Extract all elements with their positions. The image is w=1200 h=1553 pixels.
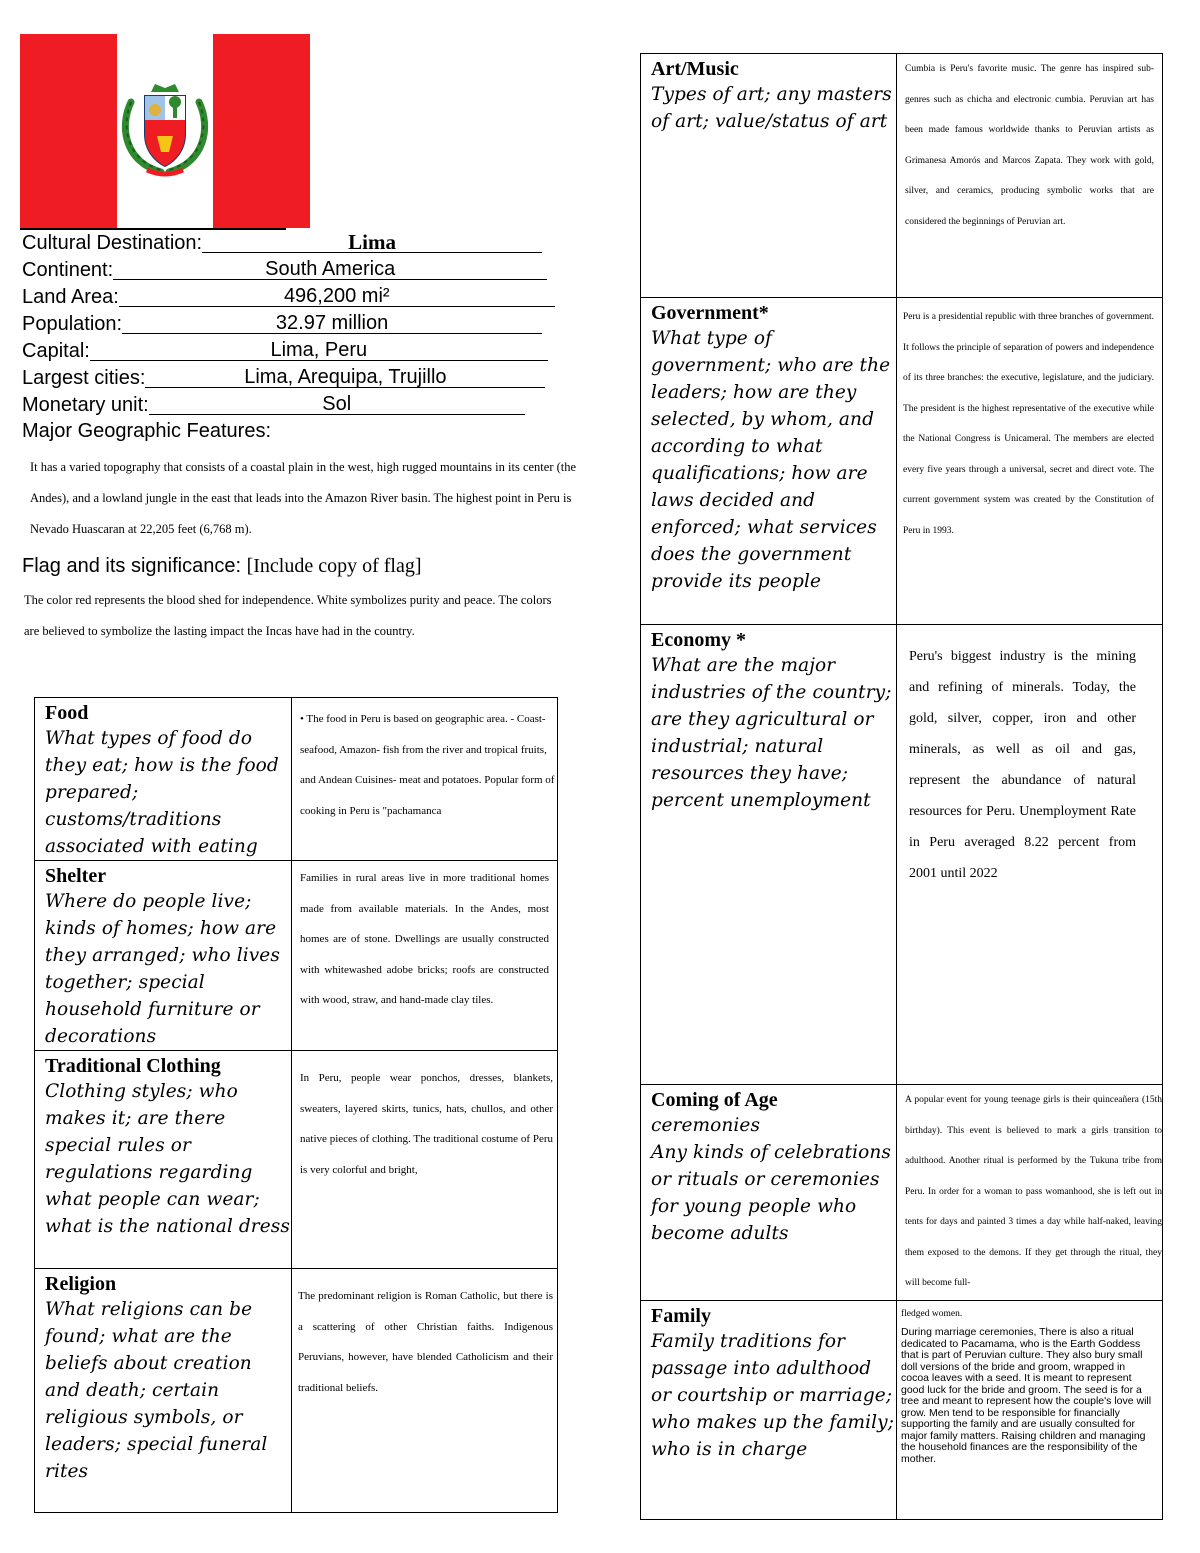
population-value: 32.97 million bbox=[122, 311, 542, 334]
coming-of-age-prompt: Any kinds of celebrations or rituals or ceremonies for young people who become adults bbox=[651, 1142, 892, 1244]
coming-of-age-title-italic: ceremonies bbox=[651, 1115, 761, 1136]
cultural-destination-label: Cultural Destination: bbox=[22, 232, 203, 254]
family-answer-lead: fledged women. bbox=[901, 1309, 963, 1319]
family-answer: During marriage ceremonies, There is also a ritual dedicated to Pacamama, who is the Earth Goddess that is part of Peruvian culture. They also bury small doll versions of the bride and groom, wrapped in cocoa leaves with a seed. It is meant to represent good luck for the bride and groom. The seed is for a tree and meant to represent how the couple's love will grow. Men tend to be responsible for financially supporting the family and are usually consulted for major family matters. Raising children and managing the household finances are the responsibility of the mother. bbox=[901, 1326, 1152, 1465]
monetary-unit-line bbox=[22, 392, 525, 419]
flag-heading-text: Flag and its significance: bbox=[22, 555, 242, 577]
family-title: Family bbox=[651, 1305, 711, 1327]
capital-line bbox=[22, 338, 548, 365]
art-prompt: Types of art; any masters of art; value/status of art bbox=[651, 84, 892, 132]
continent-value: South America bbox=[113, 257, 547, 280]
cultural-destination-line bbox=[22, 230, 542, 257]
clothing-answer: In Peru, people wear ponchos, dresses, blankets, sweaters, layered skirts, tunics, hats, chullos, and other native pieces of clothing. The traditional costume of Peru is very colorful and bright, bbox=[300, 1072, 553, 1176]
food-title: Food bbox=[45, 702, 89, 724]
clothing-prompt-cell bbox=[35, 1051, 292, 1269]
economy-title: Economy * bbox=[651, 629, 746, 651]
art-answer-cell bbox=[897, 54, 1163, 298]
religion-title: Religion bbox=[45, 1273, 117, 1295]
largest-cities-label: Largest cities: bbox=[22, 367, 146, 389]
largest-cities-value: Lima, Arequipa, Trujillo bbox=[145, 365, 545, 388]
table-row bbox=[35, 861, 558, 1051]
flag-red-stripe-left bbox=[20, 34, 117, 228]
monetary-unit-value: Sol bbox=[149, 392, 525, 415]
table-row bbox=[641, 1085, 1163, 1301]
family-prompt-cell bbox=[641, 1301, 897, 1520]
clothing-answer-cell bbox=[292, 1051, 558, 1269]
art-prompt-cell bbox=[641, 54, 897, 298]
cultural-destination-value: Lima bbox=[202, 230, 542, 253]
family-prompt: Family traditions for passage into adulthood or courtship or marriage; who makes up the family; who is in charge bbox=[651, 1331, 895, 1460]
coming-of-age-title: Coming of Age bbox=[651, 1089, 778, 1111]
economy-answer-cell bbox=[897, 625, 1163, 1085]
shelter-prompt-cell bbox=[35, 861, 292, 1051]
population-line bbox=[22, 311, 542, 338]
government-prompt-cell bbox=[641, 298, 897, 625]
table-row bbox=[641, 298, 1163, 625]
government-prompt: What type of government; who are the leaders; how are they selected, by whom, and according to what qualifications; how are laws decided and enforced; what services does the government provide its people bbox=[651, 328, 891, 592]
land-area-line bbox=[22, 284, 555, 311]
capital-value: Lima, Peru bbox=[90, 338, 548, 361]
food-answer: • The food in Peru is based on geographic area. - Coast- seafood, Amazon- fish from the river and tropical fruits, and Andean Cuisines- meat and potatoes. Popular form of cooking in Peru is "pachamanca bbox=[300, 713, 555, 817]
peru-flag bbox=[20, 34, 310, 228]
shelter-title: Shelter bbox=[45, 865, 107, 887]
religion-prompt-cell bbox=[35, 1269, 292, 1513]
flag-heading-note: [Include copy of flag] bbox=[246, 555, 422, 577]
flag-significance-text: The color red represents the blood shed for independence. White symbolizes purity and peace. The colors are believed to symbolize the lasting impact the Incas have had in the country. bbox=[24, 593, 552, 638]
population-label: Population: bbox=[22, 313, 123, 335]
table-row bbox=[35, 1051, 558, 1269]
table-row bbox=[641, 54, 1163, 298]
shelter-answer: Families in rural areas live in more traditional homes made from available materials. In the Andes, most homes are of stone. Dwellings are usually constructed with whitewashed adobe bricks; roofs are constructed with wood, straw, and hand-made clay tiles. bbox=[300, 872, 549, 1006]
table-row bbox=[641, 1301, 1163, 1520]
land-area-value: 496,200 mi² bbox=[119, 284, 555, 307]
land-area-label: Land Area: bbox=[22, 286, 119, 308]
coming-of-age-prompt-cell bbox=[641, 1085, 897, 1301]
table-row bbox=[35, 1269, 558, 1513]
coming-of-age-answer-cell bbox=[897, 1085, 1163, 1301]
religion-answer: The predominant religion is Roman Catholic, but there is a scattering of other Christian faiths. Indigenous Peruvians, however, have blended Catholicism and their traditional beliefs. bbox=[298, 1290, 553, 1394]
religion-answer-cell bbox=[292, 1269, 558, 1513]
peru-coat-of-arms-icon bbox=[117, 82, 213, 182]
geography-text: It has a varied topography that consists of a coastal plain in the west, high rugged mountains in its center (the Andes), and a lowland jungle in the east that leads into the Amazon River basin. The highest point in Peru is Nevado Huascaran at 22,205 feet (6,768 m). bbox=[30, 460, 577, 536]
shelter-prompt: Where do people live; kinds of homes; how are they arranged; who lives together; special household furniture or decorations bbox=[45, 891, 280, 1047]
clothing-title: Traditional Clothing bbox=[45, 1055, 221, 1077]
art-answer: Cumbia is Peru's favorite music. The genre has inspired sub-genres such as chicha and electronic cumbia. Peruvian art has been made famous worldwide thanks to Peruvian artists as Grimanesa Amorós and Marcos Zapata. They work with gold, silver, and ceramics, producing symbolic works that are considered the beginnings of Peruvian art. bbox=[905, 64, 1154, 227]
economy-prompt-cell bbox=[641, 625, 897, 1085]
food-answer-cell bbox=[292, 698, 558, 861]
flag-significance-heading bbox=[22, 555, 422, 578]
government-answer-cell bbox=[897, 298, 1163, 625]
economy-answer: Peru's biggest industry is the mining and refining of minerals. Today, the gold, silver, copper, iron and other minerals, as well as oil and gas, represent the abundance of natural resources for Peru. Unemployment Rate in Peru averaged 8.22 percent from 2001 until 2022 bbox=[909, 649, 1136, 881]
flag-red-stripe-right bbox=[213, 34, 310, 228]
capital-label: Capital: bbox=[22, 340, 90, 362]
geography-heading: Major Geographic Features: bbox=[22, 420, 272, 442]
right-culture-table bbox=[640, 53, 1163, 1520]
shelter-answer-cell bbox=[292, 861, 558, 1051]
monetary-unit-label: Monetary unit: bbox=[22, 394, 149, 416]
table-row bbox=[35, 698, 558, 861]
continent-label: Continent: bbox=[22, 259, 114, 281]
left-culture-table bbox=[34, 697, 558, 1513]
religion-prompt: What religions can be found; what are the beliefs about creation and death; certain religious symbols, or leaders; special funeral rites bbox=[45, 1299, 268, 1482]
table-row bbox=[641, 625, 1163, 1085]
flag-white-stripe bbox=[117, 34, 214, 228]
clothing-prompt: Clothing styles; who makes it; are there special rules or regulations regarding what people can wear; what is the national dress bbox=[45, 1081, 290, 1237]
government-answer: Peru is a presidential republic with three branches of government. It follows the principle of separation of powers and independence of its three branches: the executive, legislature, and the judiciary. The president is the highest representative of the executive while the National Congress is Unicameral. The members are elected every five years through a universal, secret and direct vote. The current government system was created by the Constitution of Peru in 1993. bbox=[903, 312, 1154, 536]
food-prompt-cell bbox=[35, 698, 292, 861]
coming-of-age-answer: A popular event for young teenage girls is their quinceañera (15th birthday). This event is believed to mark a girls transition to adulthood. Another ritual is performed by the Tukuna tribe from Peru. In order for a woman to pass womanhood, she is left out in tents for days and painted 3 times a day while half-naked, leaving them exposed to the demons. If they get through the ritual, they will become full- bbox=[905, 1095, 1162, 1288]
continent-line bbox=[22, 257, 547, 284]
food-prompt: What types of food do they eat; how is the food prepared; customs/traditions associated with eating bbox=[45, 728, 279, 857]
government-title: Government* bbox=[651, 302, 769, 324]
art-title: Art/Music bbox=[651, 58, 739, 80]
largest-cities-line bbox=[22, 365, 545, 392]
family-answer-cell bbox=[897, 1301, 1163, 1520]
economy-prompt: What are the major industries of the country; are they agricultural or industrial; natural resources they have; percent unemployment bbox=[651, 655, 892, 811]
